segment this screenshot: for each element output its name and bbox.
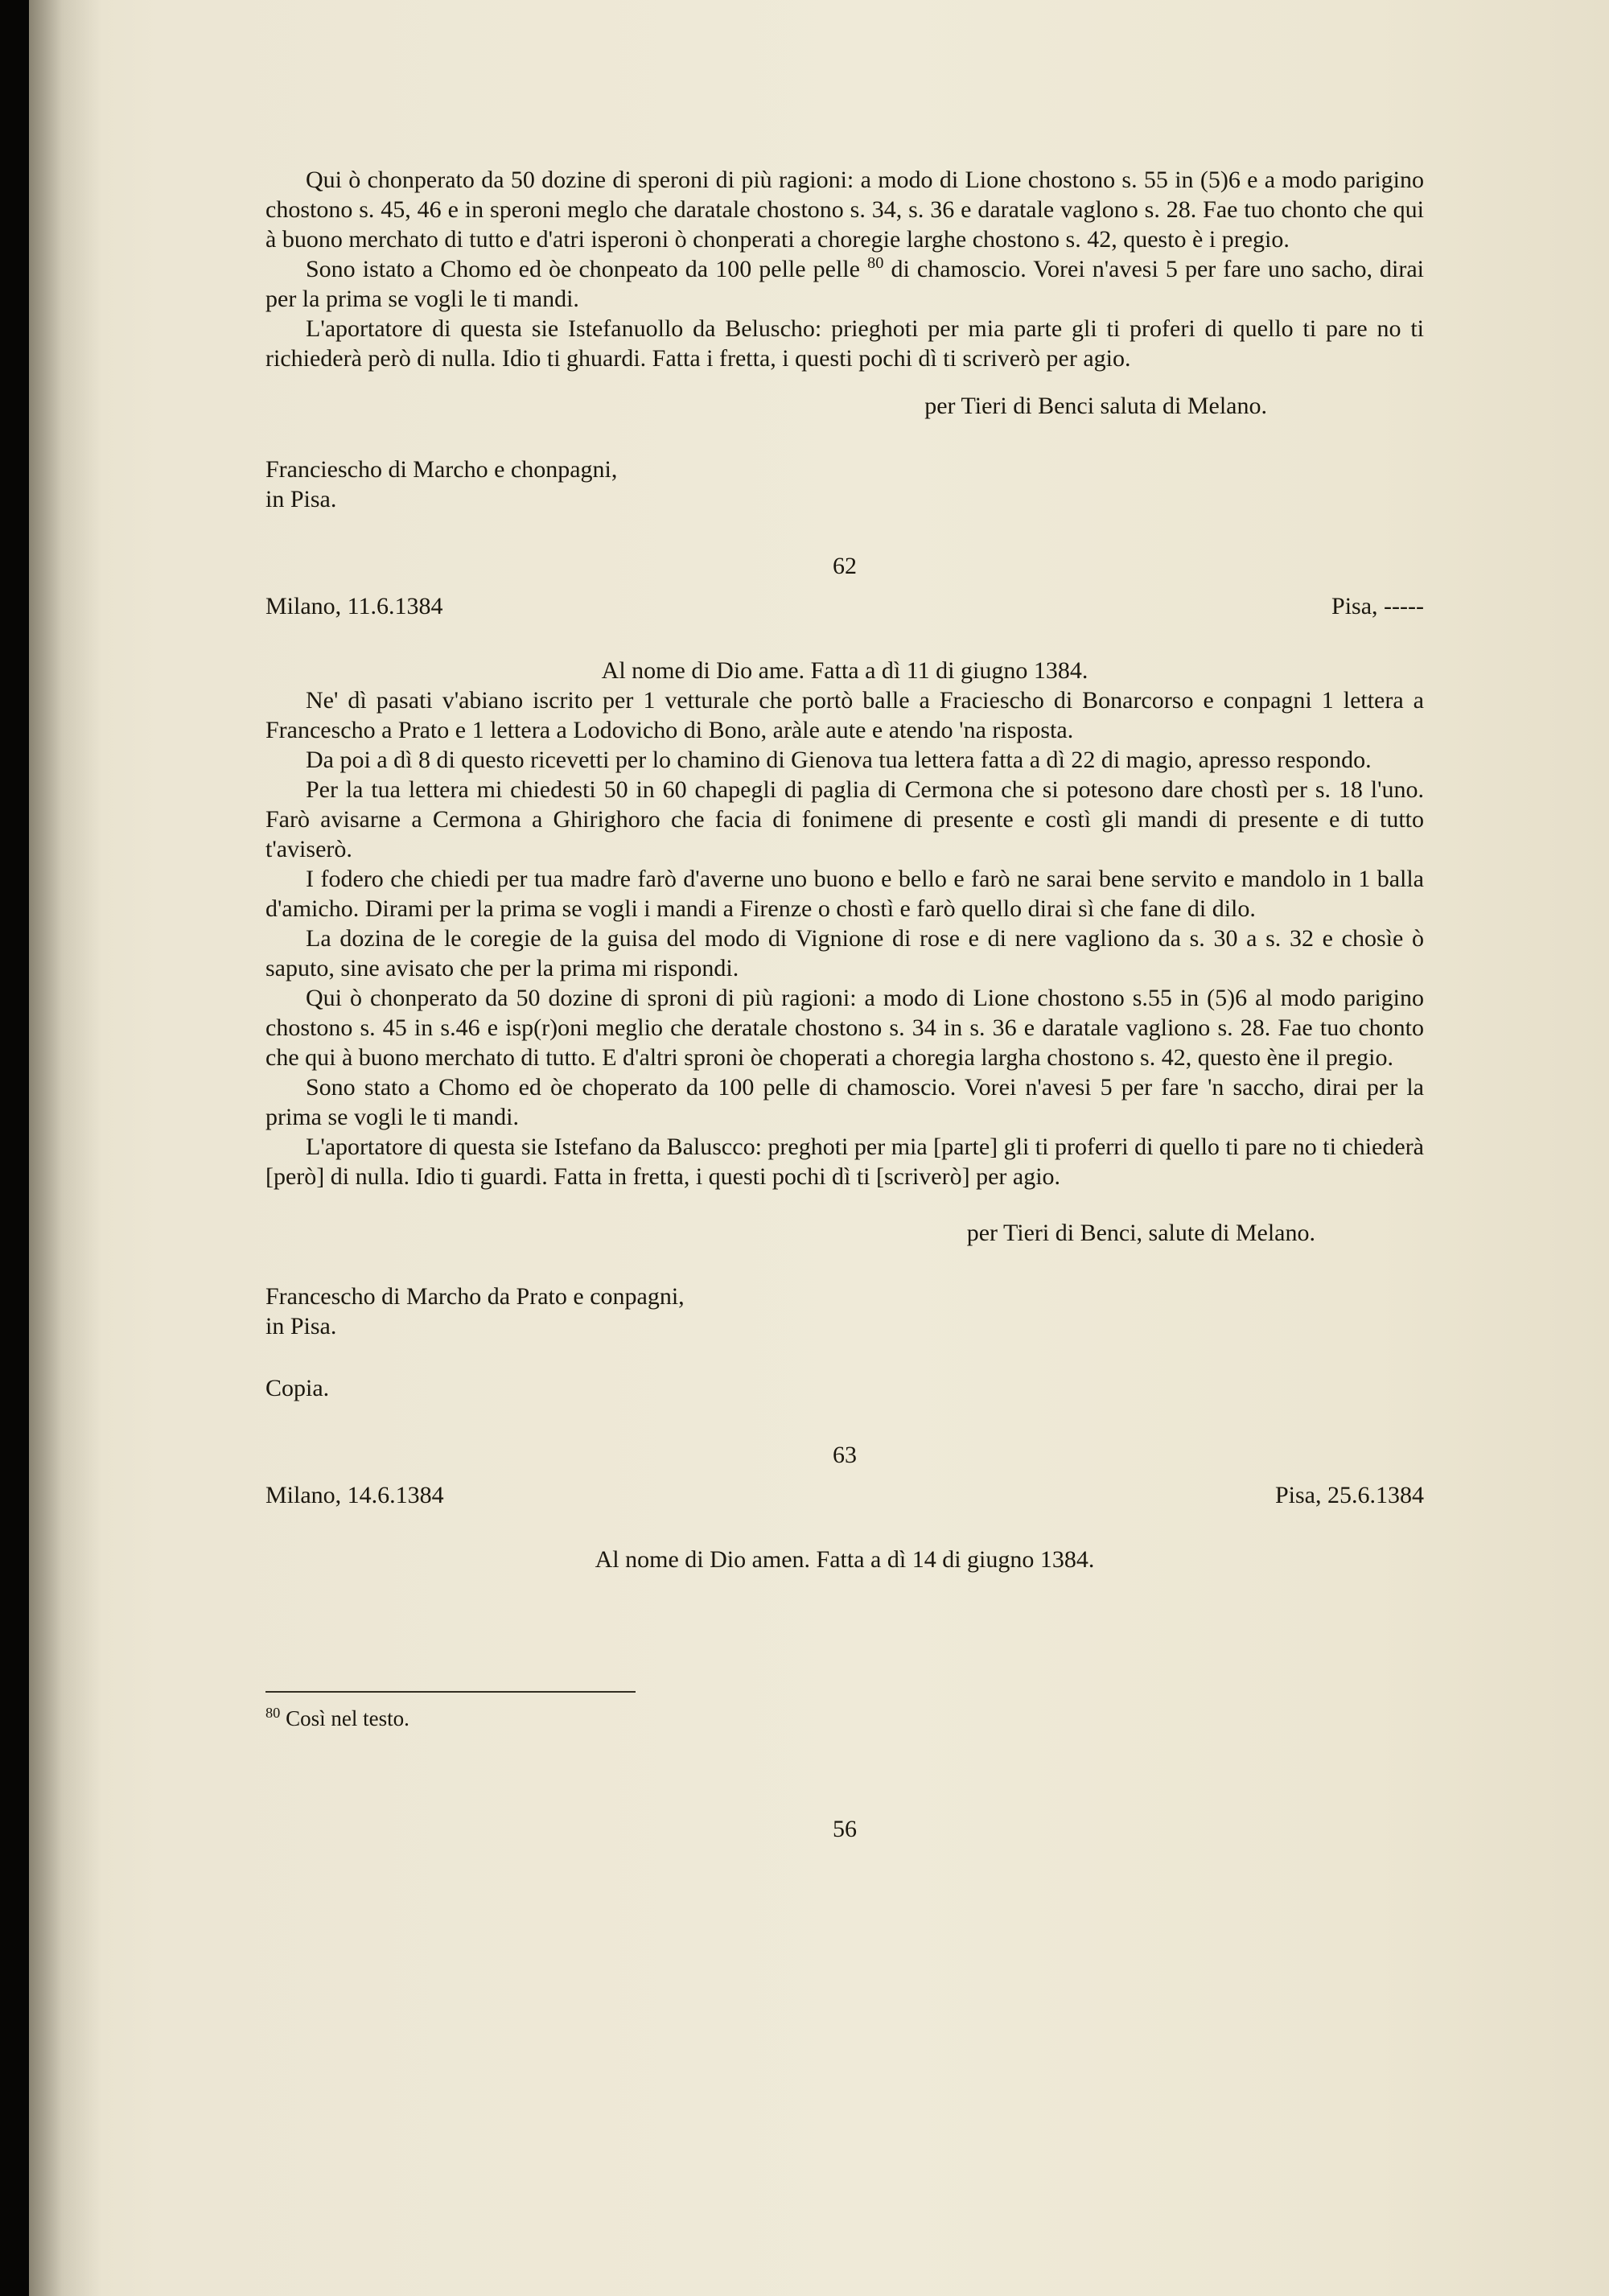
paragraph: L'aportatore di questa sie Istefano da Baluscco: preghoti per mia [parte] gli ti proferri di quello ti pare no ti chiederà [però] di nulla. Idio ti guardi. Fatta in fretta, i questi pochi dì ti [scriverò] per agio. bbox=[265, 1134, 1424, 1190]
recipient-address bbox=[265, 455, 1424, 514]
paragraph-with-footnote bbox=[265, 254, 1424, 314]
letter-salutation: Al nome di Dio ame. Fatta a dì 11 di giugno 1384. bbox=[601, 657, 1088, 684]
paragraph: Da poi a dì 8 di questo ricevetti per lo chamino di Gienova tua lettera fatta a dì 22 di magio, apresso respondo. bbox=[306, 747, 1372, 773]
footnote-text bbox=[265, 1704, 1424, 1734]
letter-signature: per Tieri di Benci, salute di Melano. bbox=[966, 1220, 1315, 1246]
paragraph: Ne' dì pasati v'abiano iscrito per 1 vetturale che portò balle a Fraciescho di Bonarcorso e conpagni 1 lettera a Francescho a Prato e 1 lettera a Lodovicho di Bono, aràle aute e atendo 'na risposta. bbox=[265, 687, 1424, 743]
scan-gutter-shadow bbox=[29, 0, 101, 2296]
letter-places-row bbox=[265, 591, 1424, 621]
scan-gutter-edge bbox=[0, 0, 29, 2296]
letter-number: 63 bbox=[833, 1442, 857, 1468]
paragraph: Qui ò chonperato da 50 dozine di speroni di più ragioni: a modo di Lione chostono s. 55 in (5)6 e a modo parigino chostono s. 45, 46 e in speroni meglo che daratale chostono s. 34, s. 36 e daratale vaglono s. 28. Fae tuo chonto che qui à buono merchato di tutto e d'atri isperoni ò chonperati a choregie larghe chostono s. 42, questo è i pregio. bbox=[265, 167, 1424, 253]
paragraph: L'aportatore di questa sie Istefanuollo da Beluscho: prieghoti per mia parte gli ti proferi di quello ti pare no ti richiederà però di nulla. Idio ti ghuardi. Fatta i fretta, i questi pochi dì ti scriverò per agio. bbox=[265, 315, 1424, 372]
letter-signature: per Tieri di Benci saluta di Melano. bbox=[924, 393, 1267, 419]
paragraph: Per la tua lettera mi chiedesti 50 in 60 chapegli di paglia di Cermona che si potesono dare chostì per s. 18 l'uno. Farò avisarne a Cermona a Ghirighoro che facia di fonimene di presente e costì gli mandi di presente e di tutto t'aviserò. bbox=[265, 776, 1424, 862]
letter-continuation bbox=[265, 165, 1424, 514]
paragraph: Sono stato a Chomo ed òe choperato da 100 pelle di chamoscio. Vorei n'avesi 5 per fare 'n saccho, dirai per la prima se vogli le ti mandi. bbox=[265, 1074, 1424, 1130]
paragraph: I fodero che chiedi per tua madre farò d'averne uno buono e bello e farò ne sarai bene servito e mandolo in 1 balla d'amicho. Dirami per la prima se vogli i mandi a Firenze o chostì e farò quello dirai sì che fane di dilo. bbox=[265, 866, 1424, 922]
place-origin: Milano, 11.6.1384 bbox=[265, 593, 443, 619]
place-destination: Pisa, ----- bbox=[1331, 593, 1424, 619]
recipient-line: Francescho di Marcho da Prato e conpagni, bbox=[265, 1283, 685, 1310]
paragraph-text-after-marker: di chamoscio. Vorei n'avesi 5 per fare uno sacho, dirai per la prima se vogli le ti mandi. bbox=[265, 256, 1424, 312]
paragraph: Qui ò chonperato da 50 dozine di sproni di più ragioni: a modo di Lione chostono s.55 in (5)6 al modo parigino chostono s. 45 in s.46 e isp(r)oni meglio che deratale chostono s. 34 in s. 36 e daratale vagliono s. 28. Fae tuo chonto che qui à buono merchato di tutto. E d'altri sproni òe choperati a choregia largha chostono s. 42, questo ène il pregio. bbox=[265, 985, 1424, 1071]
letter-places-row bbox=[265, 1480, 1424, 1510]
paragraph-text-before-marker: Sono istato a Chomo ed òe chonpeato da 100 pelle pelle bbox=[306, 256, 868, 282]
recipient-line: in Pisa. bbox=[265, 1313, 337, 1339]
letter-salutation: Al nome di Dio amen. Fatta a dì 14 di giugno 1384. bbox=[595, 1546, 1095, 1573]
letter-number: 62 bbox=[833, 553, 857, 579]
place-origin: Milano, 14.6.1384 bbox=[265, 1482, 444, 1508]
page-number: 56 bbox=[833, 1816, 857, 1842]
footnote-marker: 80 bbox=[265, 1705, 281, 1721]
recipient-address bbox=[265, 1282, 1424, 1341]
paragraph: La dozina de le coregie de la guisa del modo di Vignione di rose e di nere vagliono da s. 30 a s. 32 e chosìe ò saputo, sine avisato che per la prima mi rispondi. bbox=[265, 925, 1424, 981]
copy-note: Copia. bbox=[265, 1375, 330, 1401]
letter-63 bbox=[265, 1440, 1424, 1574]
recipient-line: in Pisa. bbox=[265, 486, 337, 512]
recipient-line: Franciescho di Marcho e chonpagni, bbox=[265, 456, 618, 483]
footnote-rule bbox=[265, 1691, 636, 1693]
book-page bbox=[265, 165, 1424, 1844]
place-destination: Pisa, 25.6.1384 bbox=[1274, 1482, 1424, 1508]
footnote-body: Così nel testo. bbox=[280, 1706, 409, 1730]
footnote bbox=[265, 1691, 1424, 1734]
footnote-marker: 80 bbox=[867, 254, 884, 272]
letter-62 bbox=[265, 551, 1424, 1403]
